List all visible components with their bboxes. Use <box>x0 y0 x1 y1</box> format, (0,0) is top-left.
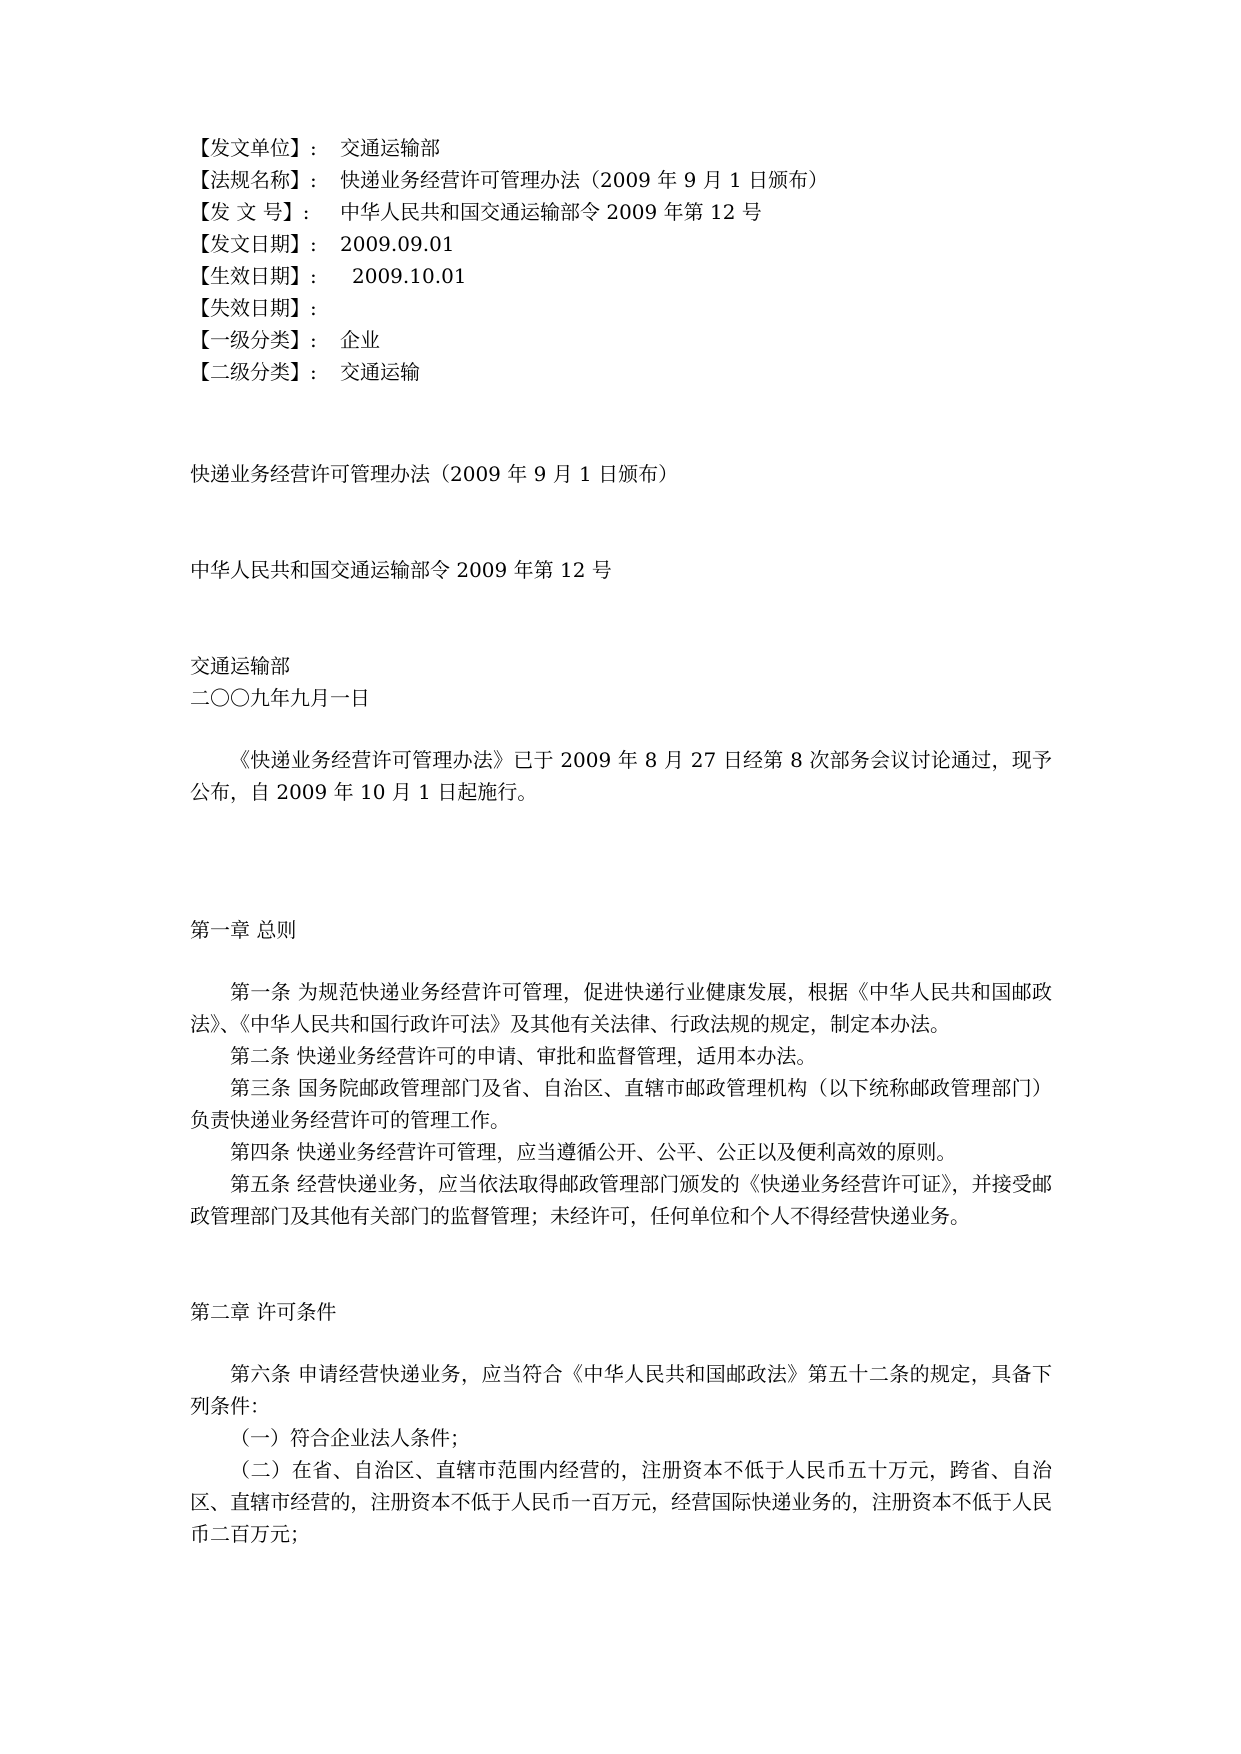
meta-row-issue-date <box>190 232 455 256</box>
condition-text: （一）符合企业法人条件； <box>230 1426 470 1450</box>
meta-label: 【一级分类】: <box>190 328 317 352</box>
meta-label: 【法规名称】: <box>190 168 317 192</box>
meta-value: 2009.10.01 <box>352 264 467 288</box>
chapter-2-heading: 第二章 许可条件 <box>190 1300 337 1324</box>
article-text: 第二条 快递业务经营许可的申请、审批和监督管理，适用本办法。 <box>230 1044 817 1068</box>
issue-date-cn: 二〇〇九年九月一日 <box>190 686 370 710</box>
article-text: 第四条 快递业务经营许可管理，应当遵循公开、公平、公正以及便利高效的原则。 <box>230 1140 957 1164</box>
condition-2 <box>190 1454 1052 1550</box>
order-number: 中华人民共和国交通运输部令 2009 年第 12 号 <box>190 558 612 582</box>
meta-value: 中华人民共和国交通运输部令 2009 年第 12 号 <box>340 200 762 224</box>
article-5 <box>190 1168 1052 1232</box>
preamble-paragraph <box>190 744 1052 808</box>
article-4 <box>190 1136 1052 1168</box>
meta-label: 【发文日期】: <box>190 232 317 256</box>
meta-value: 快递业务经营许可管理办法（2009 年 9 月 1 日颁布） <box>340 168 829 192</box>
meta-row-expiry-date <box>190 296 340 320</box>
meta-row-title <box>190 168 828 192</box>
meta-value: 2009.09.01 <box>340 232 455 256</box>
article-2 <box>190 1040 1052 1072</box>
meta-row-doc-number <box>190 200 762 224</box>
meta-value: 企业 <box>340 328 380 352</box>
meta-label: 【二级分类】: <box>190 360 317 384</box>
article-6 <box>190 1358 1052 1422</box>
issuer: 交通运输部 <box>190 654 290 678</box>
chapter-1-heading: 第一章 总则 <box>190 918 297 942</box>
meta-value: 交通运输 <box>340 360 420 384</box>
meta-row-category-1 <box>190 328 380 352</box>
condition-1 <box>190 1422 1052 1454</box>
article-text: 第五条 经营快递业务，应当依法取得邮政管理部门颁发的《快递业务经营许可证》，并接受邮政管理部门及其他有关部门的监督管理；未经许可，任何单位和个人不得经营快递业务。 <box>190 1172 1052 1228</box>
meta-label: 【发 文 号】: <box>190 200 310 224</box>
article-3 <box>190 1072 1052 1136</box>
document-title: 快递业务经营许可管理办法（2009 年 9 月 1 日颁布） <box>190 462 679 486</box>
meta-label: 【发文单位】: <box>190 136 317 160</box>
condition-text: （二）在省、自治区、直辖市范围内经营的，注册资本不低于人民币五十万元，跨省、自治区、直辖市经营的，注册资本不低于人民币一百万元，经营国际快递业务的，注册资本不低于人民币二百万元； <box>190 1458 1052 1546</box>
article-text: 第六条 申请经营快递业务，应当符合《中华人民共和国邮政法》第五十二条的规定，具备下列条件： <box>190 1362 1052 1418</box>
preamble-text: 《快递业务经营许可管理办法》已于 2009 年 8 月 27 日经第 8 次部务会议讨论通过，现予公布，自 2009 年 10 月 1 日起施行。 <box>190 748 1052 804</box>
article-text: 第三条 国务院邮政管理部门及省、自治区、直辖市邮政管理机构（以下统称邮政管理部门）负责快递业务经营许可的管理工作。 <box>190 1076 1052 1132</box>
meta-row-category-2 <box>190 360 420 384</box>
meta-label: 【失效日期】: <box>190 296 317 320</box>
meta-row-issuer <box>190 136 440 160</box>
meta-label: 【生效日期】: <box>190 264 317 288</box>
meta-value: 交通运输部 <box>340 136 440 160</box>
article-text: 第一条 为规范快递业务经营许可管理，促进快递行业健康发展，根据《中华人民共和国邮政法》、《中华人民共和国行政许可法》及其他有关法律、行政法规的规定，制定本办法。 <box>190 980 1052 1036</box>
article-1 <box>190 976 1052 1040</box>
meta-row-effective-date <box>190 264 467 288</box>
